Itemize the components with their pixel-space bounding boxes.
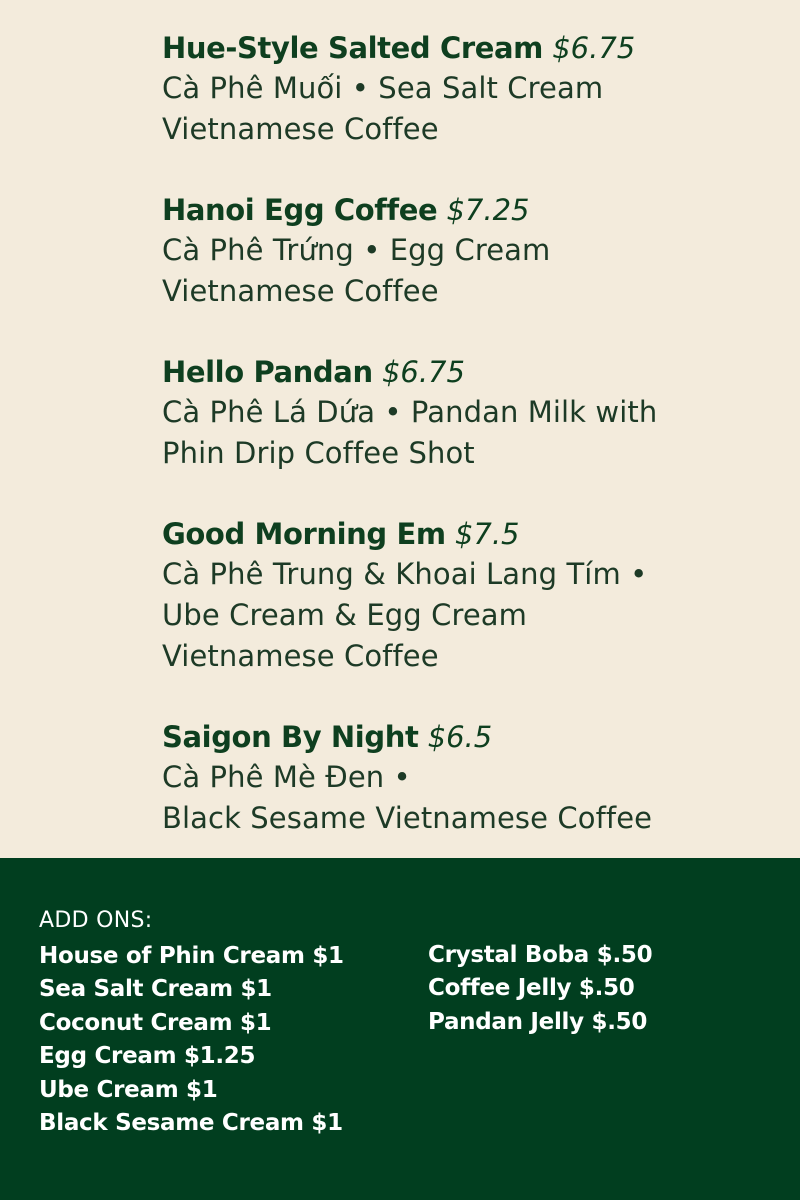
addons-section — [0, 858, 800, 1200]
menu-item-price: $7.25 — [446, 193, 530, 227]
menu-item-name: Saigon By Night — [162, 720, 419, 754]
addons-right-column — [428, 939, 652, 1039]
addon-item: Black Sesame Cream $1 — [39, 1110, 343, 1137]
menu-item-name: Good Morning Em — [162, 517, 446, 551]
menu-item-description: Cà Phê Lá Dứa • Pandan Milk with — [162, 395, 658, 429]
menu-item-name: Hue-Style Salted Cream — [162, 31, 544, 65]
menu-item-description: Phin Drip Coffee Shot — [162, 436, 475, 470]
addons-heading: ADD ONS: — [39, 908, 153, 933]
addon-item: House of Phin Cream $1 — [39, 943, 344, 969]
menu-item — [162, 190, 792, 312]
addon-item: Coconut Cream $1 — [39, 1009, 272, 1036]
menu-item — [162, 514, 792, 677]
menu-item — [162, 28, 792, 150]
menu-item — [162, 717, 792, 839]
menu-item-name: Hello Pandan — [162, 355, 373, 389]
menu-item-title — [162, 190, 792, 230]
addon-item: Crystal Boba $.50 — [428, 942, 653, 968]
menu-item — [162, 352, 792, 474]
menu-item-description: Vietnamese Coffee — [162, 639, 439, 673]
menu-item-description: Black Sesame Vietnamese Coffee — [162, 801, 653, 835]
menu-item-description: Cà Phê Mè Đen • — [162, 760, 411, 794]
addons-left-column — [39, 940, 344, 1140]
addon-item: Pandan Jelly $.50 — [428, 1008, 648, 1035]
menu-item-title — [162, 352, 792, 392]
menu-item-price: $7.5 — [454, 517, 520, 551]
menu-item-price: $6.5 — [427, 720, 493, 754]
menu-item-description: Vietnamese Coffee — [162, 274, 439, 308]
menu-item-title — [162, 28, 792, 68]
menu-item-description: Cà Phê Trung & Khoai Lang Tím • — [162, 557, 648, 591]
menu-item-title — [162, 717, 792, 757]
addon-item: Sea Salt Cream $1 — [39, 976, 272, 1003]
menu-item-description: Ube Cream & Egg Cream — [162, 598, 527, 632]
menu-item-price: $6.75 — [552, 31, 636, 65]
menu-item-price: $6.75 — [381, 355, 465, 389]
addon-item: Coffee Jelly $.50 — [428, 975, 635, 1002]
menu-item-title — [162, 514, 792, 554]
menu-item-name: Hanoi Egg Coffee — [162, 193, 438, 227]
menu-item-description: Cà Phê Trứng • Egg Cream — [162, 233, 551, 267]
addon-item: Egg Cream $1.25 — [39, 1043, 256, 1070]
menu-item-description: Vietnamese Coffee — [162, 112, 439, 146]
addon-item: Ube Cream $1 — [39, 1076, 218, 1103]
drinks-list — [162, 28, 792, 839]
menu-item-description: Cà Phê Muối • Sea Salt Cream — [162, 71, 604, 105]
